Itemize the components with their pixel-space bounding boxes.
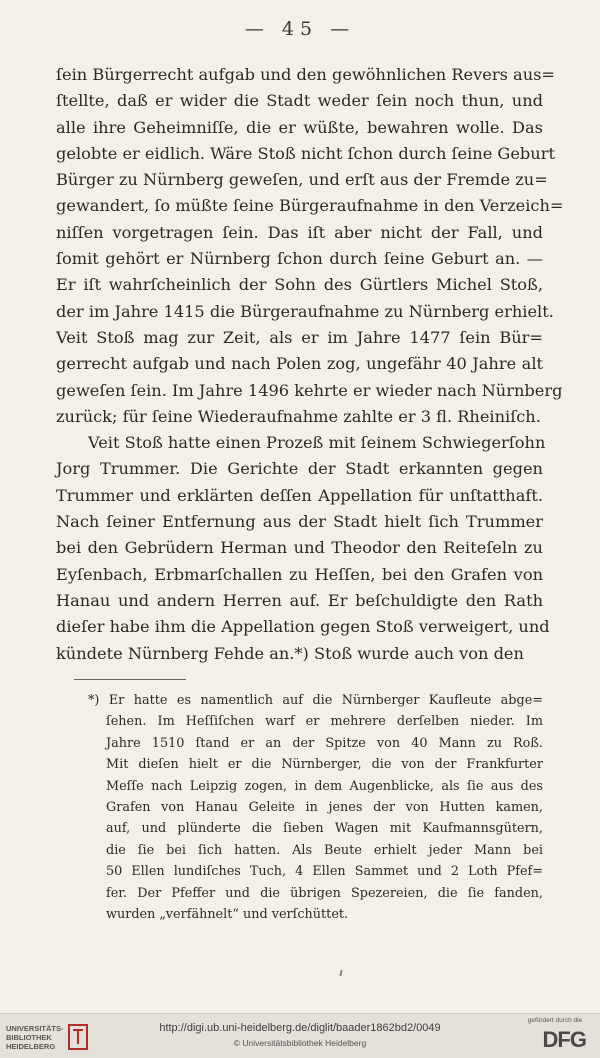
text-line: kündete Nürnberg Fehde an.*) Stoß wurde auch von den — [56, 643, 524, 663]
library-name: UNIVERSITÄTS- BIBLIOTHEK HEIDELBERG — [6, 1024, 64, 1051]
text-line: gerrecht aufgab und nach Polen zog, ungefähr 40 Jahre alt — [56, 354, 543, 374]
text-line: niſſen vorgetragen ſein. Das iſt aber nicht der Fall, und — [56, 222, 543, 242]
footnote — [88, 690, 543, 925]
text-line: ſein Bürgerrecht aufgab und den gewöhnlichen Revers aus= — [56, 65, 555, 84]
text-line: zurück; für ſeine Wiederaufnahme zahlte er 3 fl. Rheiniſch. — [56, 406, 541, 426]
footnote-line: die ſie bei ſich hatten. Als Beute erhielt jeder Mann bei — [106, 842, 543, 858]
copyright-notice: © Universitätsbibliothek Heidelberg — [233, 1038, 367, 1048]
text-line: dieſer habe ihm die Appellation gegen Stoß verweigert, und — [56, 617, 550, 637]
printer-mark — [339, 970, 342, 976]
text-line: Eyſenbach, Erbmarſchallen zu Heſſen, bei den Grafen von — [56, 564, 543, 584]
text-line: ſtellte, daß er wider die Stadt weder ſein noch thun, und — [56, 91, 543, 111]
text-line: Veit Stoß mag zur Zeit, als er im Jahre 1477 ſein Bür= — [56, 327, 543, 347]
text-line: bei den Gebrüdern Herman und Theodor den Reiteſeln zu — [56, 538, 543, 558]
footnote-line: Jahre 1510 ſtand er an der Spitze von 40 Mann zu Roß. — [106, 735, 543, 751]
footnote-line: fer. Der Pfeffer und die übrigen Spezereien, die ſie fanden, — [106, 885, 543, 901]
text-line: Jorg Trummer. Die Gerichte der Stadt erkannten gegen — [56, 459, 543, 479]
footnote-line: ſehen. Im Heſſiſchen warf er mehrere derſelben nieder. Im — [106, 714, 543, 730]
text-line: Trummer und erklärten deſſen Appellation für unſtatthaft. — [56, 485, 543, 505]
text-line: Hanau und andern Herren auf. Er beſchuldigte den Rath — [56, 590, 543, 610]
permalink-url[interactable]: http://digi.ub.uni-heidelberg.de/diglit/baader1862bd2/0049 — [159, 1022, 441, 1034]
text-line: ſomit gehört er Nürnberg ſchon durch ſeine Geburt an. — — [56, 249, 543, 269]
footnote-line: *) Er hatte es namentlich auf die Nürnberger Kaufleute abge= — [88, 693, 543, 708]
footnote-line: auf, und plünderte die ſieben Wagen mit Kaufmannsgütern, — [106, 821, 543, 837]
text-line: alle ihre Geheimniſſe, die er wüßte, bewahren wolle. Das — [56, 117, 543, 137]
text-line: Veit Stoß hatte einen Prozeß mit ſeinem Schwiegerſohn — [88, 433, 546, 453]
text-line: gewandert, ſo müßte ſeine Bürgeraufnahme in den Verzeich= — [56, 196, 564, 216]
text-line: geweſen ſein. Im Jahre 1496 kehrte er wieder nach Nürnberg — [56, 380, 563, 400]
body-text — [56, 62, 564, 667]
page-number: — 45 — — [244, 18, 356, 40]
footnote-line: Mit dieſen hielt er die Nürnberger, die von der Frankfurter — [106, 757, 543, 773]
footnote-line: Meſſe nach Leipzig zogen, in dem Augenblicke, als ſie aus des — [106, 778, 543, 794]
viewer-footer — [0, 1013, 600, 1058]
text-line: Er iſt wahrſcheinlich der Sohn des Gürtlers Michel Stoß, — [56, 275, 543, 295]
funded-by-label: gefördert durch die — [527, 1017, 583, 1024]
text-line: Nach ſeiner Entfernung aus der Stadt hielt ſich Trummer — [56, 512, 543, 532]
footnote-line: wurden „verfähnelt“ und verſchüttet. — [106, 906, 349, 922]
text-line: Bürger zu Nürnberg geweſen, und erſt aus der Fremde zu= — [56, 170, 548, 190]
footnote-divider — [74, 679, 186, 680]
dfg-logo[interactable]: DFG — [542, 1027, 586, 1052]
text-line: der im Jahre 1415 die Bürgeraufnahme zu Nürnberg erhielt. — [56, 301, 554, 321]
footnote-line: 50 Ellen lundiſches Tuch, 4 Ellen Sammet und 2 Loth Pfef= — [106, 864, 543, 880]
text-line: gelobte er eidlich. Wäre Stoß nicht ſchon durch ſeine Geburt — [56, 143, 555, 163]
footnote-line: Grafen von Hanau Geleite in jenes der von Hutten kamen, — [106, 799, 543, 815]
